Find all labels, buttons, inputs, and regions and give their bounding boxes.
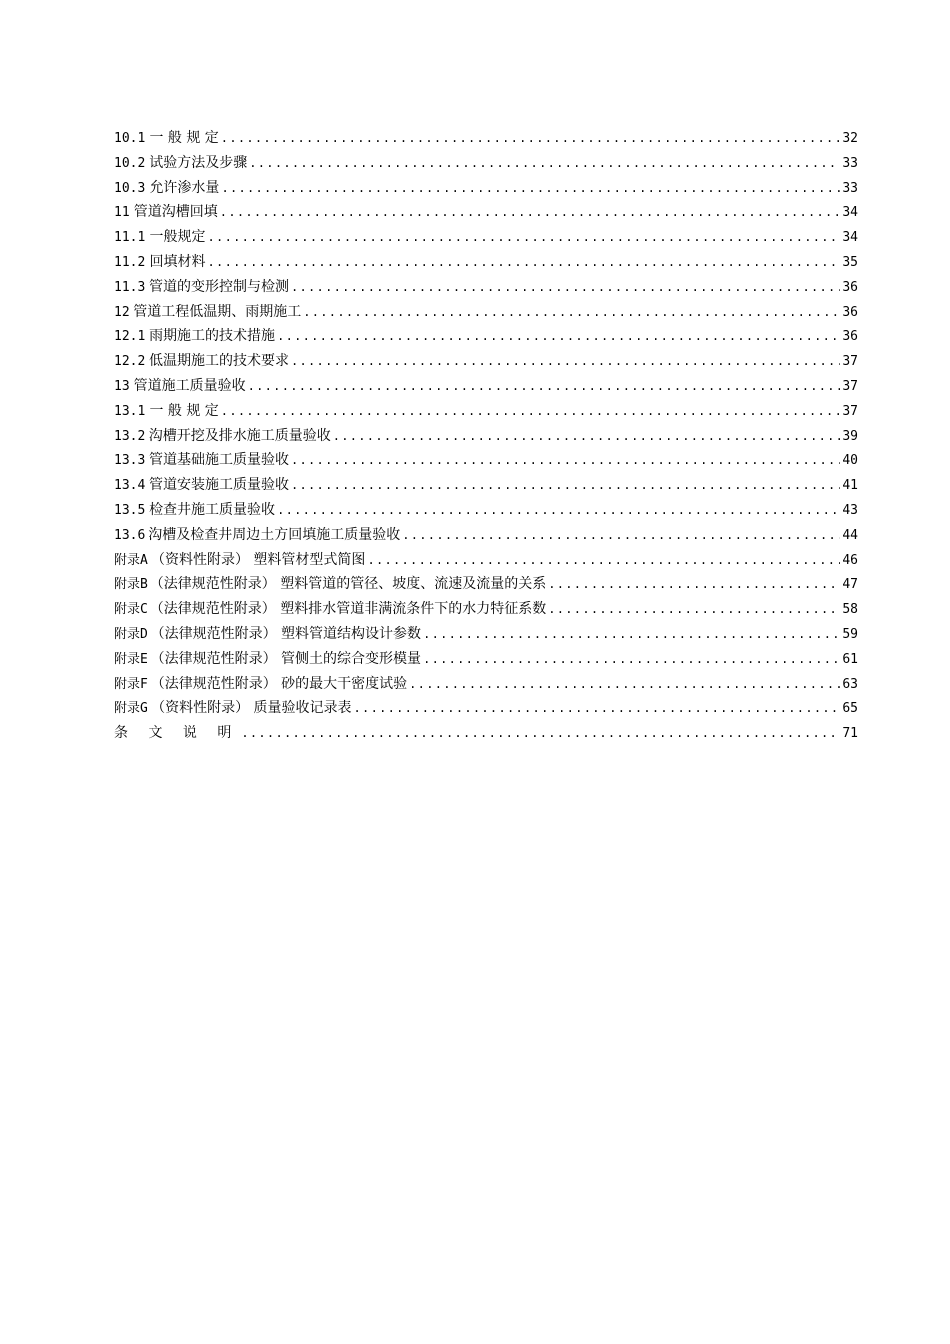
toc-leader-dots — [291, 473, 840, 498]
toc-entry-number: 13.2 — [114, 428, 146, 444]
toc-leader-dots — [333, 424, 841, 449]
toc-entry-page: 33 — [842, 180, 858, 196]
toc-leader-dots — [291, 448, 840, 473]
toc-entry-title: 一般规定 — [149, 229, 206, 246]
toc-entry-title: （法律规范性附录） 塑料管道结构设计参数 — [150, 625, 422, 642]
toc-entry-page: 37 — [842, 378, 858, 394]
toc-entry[interactable] — [114, 696, 858, 721]
toc-entry-number: 12.1 — [114, 329, 146, 345]
toc-entry-page: 40 — [842, 453, 858, 469]
toc-entry-title: 管道基础施工质量验收 — [148, 452, 289, 469]
toc-entry[interactable] — [114, 275, 858, 300]
toc-entry-page: 36 — [842, 279, 858, 295]
toc-entry-title: （资料性附录） 质量验收记录表 — [151, 700, 352, 717]
toc-entry[interactable] — [114, 176, 858, 201]
toc-entry-number: 13 — [114, 378, 130, 394]
toc-entry-page: 33 — [842, 155, 858, 171]
toc-entry-title: 检查井施工质量验收 — [149, 501, 276, 518]
toc-entry-number: 附录F — [114, 676, 148, 692]
toc-entry-title: 试验方法及步骤 — [149, 154, 248, 171]
toc-leader-dots — [221, 399, 841, 424]
toc-entry-page: 37 — [842, 403, 858, 419]
toc-leader-dots — [208, 250, 841, 275]
toc-leader-dots — [291, 275, 840, 300]
toc-entry-title: 雨期施工的技术措施 — [149, 328, 276, 345]
toc-entry-number: 12.2 — [114, 354, 146, 370]
toc-leader-dots — [423, 647, 840, 672]
toc-entry-number: 13.4 — [114, 478, 146, 494]
toc-entry-title: 管道施工质量验收 — [133, 377, 246, 394]
toc-entry-page: 71 — [842, 726, 858, 742]
toc-entry[interactable] — [114, 349, 858, 374]
toc-entry-title: （法律规范性附录） 塑料管道的管径、坡度、流速及流量的关系 — [149, 576, 547, 593]
toc-entry-number: 附录C — [114, 602, 148, 618]
toc-entry-page: 59 — [842, 626, 858, 642]
toc-leader-dots — [303, 300, 840, 325]
toc-entry-number: 13.6 — [114, 527, 146, 543]
toc-entry-number: 10.3 — [114, 180, 146, 196]
toc-entry-number: 条 文 说 明 — [114, 725, 240, 742]
toc-entry[interactable] — [114, 548, 858, 573]
toc-entry-title: （法律规范性附录） 管侧土的综合变形模量 — [150, 650, 422, 667]
toc-entry-page: 65 — [842, 701, 858, 717]
toc-entry-number: 13.5 — [114, 502, 146, 518]
toc-entry-number: 附录A — [114, 552, 148, 568]
toc-leader-dots — [548, 597, 840, 622]
toc-leader-dots — [548, 572, 840, 597]
toc-entry[interactable] — [114, 523, 858, 548]
toc-leader-dots — [249, 151, 840, 176]
toc-entry-title: 管道的变形控制与检测 — [148, 278, 289, 295]
toc-entry-title: 沟槽开挖及排水施工质量验收 — [148, 427, 331, 444]
toc-entry-page: 46 — [842, 552, 858, 568]
toc-entry[interactable] — [114, 424, 858, 449]
toc-entry[interactable] — [114, 721, 858, 746]
toc-entry-number: 11.2 — [114, 254, 146, 270]
toc-entry-title: 允许渗水量 — [149, 179, 220, 196]
toc-entry-page: 32 — [842, 131, 858, 146]
toc-entry[interactable] — [114, 473, 858, 498]
toc-leader-dots — [208, 225, 841, 250]
toc-entry[interactable] — [114, 572, 858, 597]
toc-entry-page: 43 — [842, 502, 858, 518]
toc-entry-number: 11 — [114, 205, 130, 221]
toc-entry[interactable] — [114, 498, 858, 523]
toc-entry-number: 12 — [114, 304, 130, 320]
toc-entry-number: 附录E — [114, 651, 148, 667]
toc-leader-dots — [277, 498, 840, 523]
toc-entry-page: 37 — [842, 354, 858, 370]
toc-entry-title: 低温期施工的技术要求 — [148, 353, 289, 370]
toc-entry-title: 一 般 规 定 — [149, 402, 219, 419]
toc-leader-dots — [423, 622, 840, 647]
toc-entry-number: 附录D — [114, 626, 148, 642]
toc-entry-number: 11.1 — [114, 230, 146, 246]
toc-leader-dots — [220, 200, 841, 225]
toc-entry-number: 13.1 — [114, 403, 146, 419]
toc-leader-dots — [221, 176, 840, 201]
toc-entry-page: 34 — [842, 205, 858, 221]
toc-leader-dots — [367, 548, 840, 573]
table-of-contents — [114, 126, 858, 746]
toc-entry[interactable] — [114, 324, 858, 349]
toc-entry[interactable] — [114, 399, 858, 424]
toc-entry-title: 管道安装施工质量验收 — [148, 477, 289, 494]
toc-leader-dots — [409, 672, 840, 697]
toc-entry-title: （法律规范性附录） 砂的最大干密度试验 — [150, 675, 408, 692]
toc-entry-number: 11.3 — [114, 279, 146, 295]
toc-entry[interactable] — [114, 672, 858, 697]
toc-entry[interactable] — [114, 300, 858, 325]
toc-entry-page: 36 — [842, 304, 858, 320]
toc-entry-page: 44 — [842, 527, 858, 543]
toc-entry-page: 58 — [842, 602, 858, 618]
toc-entry-number: 10.2 — [114, 155, 146, 171]
toc-entry-title: （资料性附录） 塑料管材型式简图 — [150, 551, 366, 568]
toc-leader-dots — [241, 721, 840, 746]
toc-leader-dots — [402, 523, 840, 548]
toc-entry-title: 沟槽及检查井周边土方回填施工质量验收 — [148, 526, 401, 543]
toc-entry[interactable] — [114, 647, 858, 672]
toc-entry-page: 47 — [842, 577, 858, 593]
toc-entry-title: （法律规范性附录） 塑料排水管道非满流条件下的水力特征系数 — [149, 601, 547, 618]
toc-entry-number: 附录G — [114, 701, 148, 717]
toc-entry-title: 回填材料 — [149, 253, 206, 270]
toc-entry[interactable] — [114, 597, 858, 622]
toc-entry-page: 34 — [842, 230, 858, 246]
toc-entry-title: 一 般 规 定 — [149, 130, 219, 146]
toc-entry[interactable] — [114, 374, 858, 399]
toc-leader-dots — [277, 324, 840, 349]
toc-entry[interactable] — [114, 151, 858, 176]
toc-entry-page: 61 — [842, 651, 858, 667]
toc-entry-title: 管道沟槽回填 — [133, 204, 218, 221]
toc-leader-dots — [291, 349, 840, 374]
toc-entry-page: 41 — [842, 478, 858, 494]
toc-entry-number: 附录B — [114, 577, 148, 593]
toc-leader-dots — [248, 374, 841, 399]
toc-entry[interactable] — [114, 225, 858, 250]
toc-entry-page: 36 — [842, 329, 858, 345]
toc-entry-page: 63 — [842, 676, 858, 692]
toc-entry-number: 10.1 — [114, 131, 146, 146]
toc-leader-dots — [221, 126, 841, 151]
toc-entry[interactable] — [114, 200, 858, 225]
toc-entry[interactable] — [114, 126, 858, 151]
toc-entry[interactable] — [114, 622, 858, 647]
toc-entry-title: 管道工程低温期、雨期施工 — [133, 303, 302, 320]
toc-entry-page: 35 — [842, 254, 858, 270]
toc-leader-dots — [354, 696, 841, 721]
toc-entry[interactable] — [114, 448, 858, 473]
toc-entry-page: 39 — [842, 428, 858, 444]
toc-entry[interactable] — [114, 250, 858, 275]
toc-entry-number: 13.3 — [114, 453, 146, 469]
